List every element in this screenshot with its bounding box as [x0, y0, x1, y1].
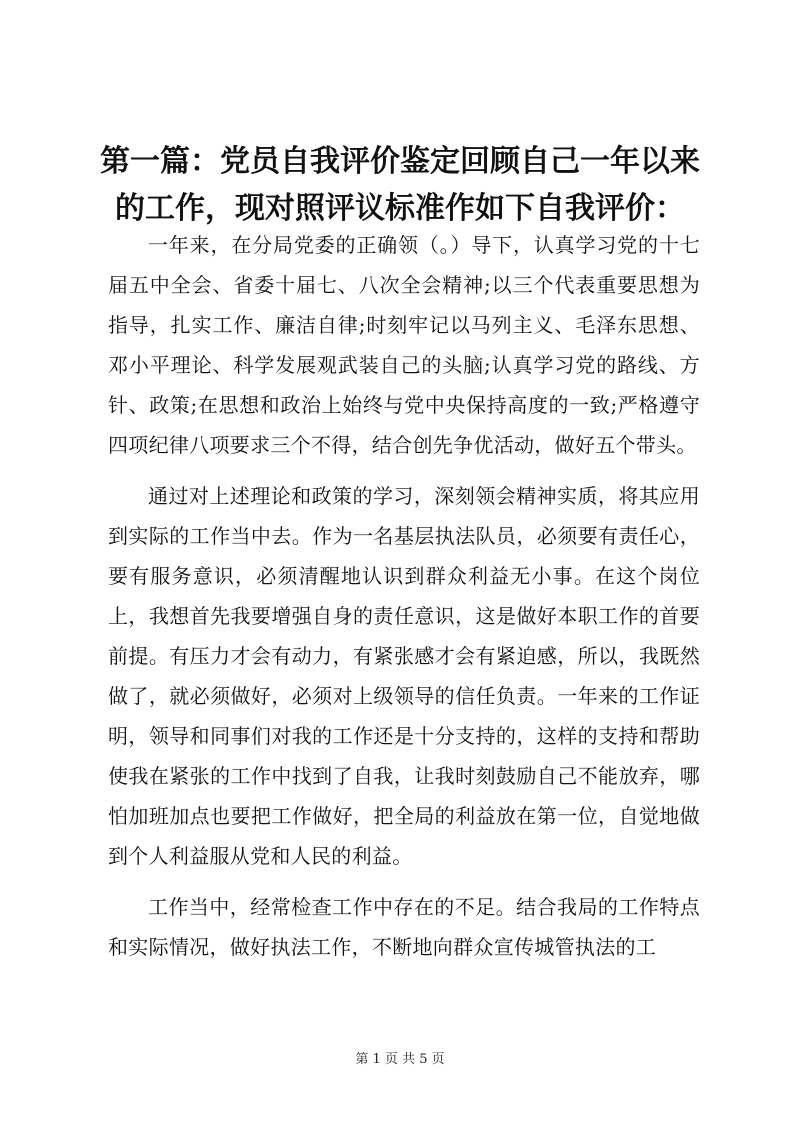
document-body — [108, 225, 700, 978]
paragraph-2: 通过对上述理论和政策的学习，深刻领会精神实质，将其应用到实际的工作当中去。作为一名基层执法队员，必须要有责任心，要有服务意识，必须清醒地认识到群众利益无小事。在这个岗位上，我想首先我要增强自身的责任意识，这是做好本职工作的首要前提。有压力才会有动力，有紧张感才会有紧迫感，所以，我既然做了，就必须做好，必须对上级领导的信任负责。一年来的工作证明，领导和同事们对我的工作还是十分支持的，这样的支持和帮助使我在紧张的工作中找到了自我，让我时刻鼓励自己不能放弃，哪怕加班加点也要把工作做好，把全局的利益放在第一位，自觉地做到个人利益服从党和人民的利益。 — [108, 484, 700, 868]
paragraph-1: 一年来，在分局党委的正确领（。）导下，认真学习党的十七届五中全会、省委十届七、八次全会精神;以三个代表重要思想为指导，扎实工作、廉洁自律;时刻牢记以马列主义、毛泽东思想、邓小平理论、科学发展观武装自己的头脑;认真学习党的路线、方针、政策;在思想和政治上始终与党中央保持高度的一致;严格遵守四项纪律八项要求三个不得，结合创先争优活动，做好五个带头。 — [108, 233, 700, 457]
paragraph-3: 工作当中，经常检查工作中存在的不足。结合我局的工作特点和实际情况，做好执法工作，不断地向群众宣传城管执法的工 — [108, 895, 700, 959]
document-title: 第一篇：党员自我评价鉴定回顾自己一年以来的工作，现对照评议标准作如下自我评价： — [100, 144, 700, 226]
page-footer: 第 1 页 共 5 页 — [355, 1052, 445, 1067]
